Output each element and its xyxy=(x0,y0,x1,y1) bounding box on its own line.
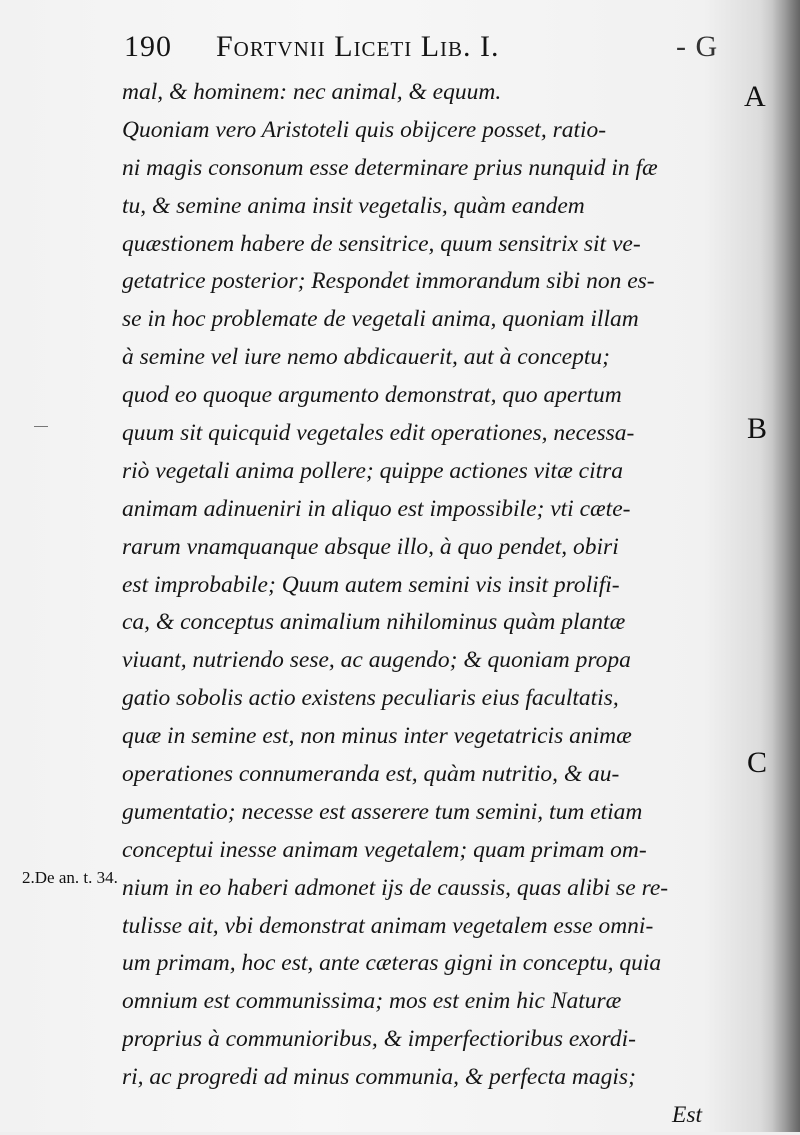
text-line: ca, & conceptus animalium nihilominus quàm plantæ xyxy=(122,609,626,636)
margin-tick xyxy=(34,426,48,427)
running-title: Fortvnii Liceti Lib. I. xyxy=(216,30,500,63)
text-line: proprius à communioribus, & imperfectioribus exordi- xyxy=(122,1026,636,1053)
text-line: à semine vel iure nemo abdicauerit, aut à conceptu; xyxy=(122,344,610,371)
page-number: 190 xyxy=(124,30,172,63)
text-line: se in hoc problemate de vegetali anima, quoniam illam xyxy=(122,306,639,333)
catchword: Est xyxy=(671,1102,702,1129)
text-line: nium in eo haberi admonet ijs de caussis, quas alibi se re- xyxy=(122,874,669,901)
text-line: quod eo quoque argumento demonstrat, quo apertum xyxy=(122,382,622,409)
text-line: viuant, nutriendo sese, ac augendo; & quoniam propa xyxy=(122,647,631,674)
section-marker-b: B xyxy=(747,412,768,445)
page-gutter-shadow xyxy=(772,0,800,1132)
text-line: um primam, hoc est, ante cæteras gigni in conceptu, quia xyxy=(122,950,662,977)
body-text xyxy=(122,74,742,1135)
text-line: mal, & hominem: nec animal, & equum. xyxy=(122,79,502,105)
page-header xyxy=(124,30,719,70)
text-line: rarum vnamquanque absque illo, à quo pendet, obiri xyxy=(122,533,619,560)
text-line: tu, & semine anima insit vegetalis, quàm eandem xyxy=(122,192,585,219)
section-marker-c: C xyxy=(747,746,768,779)
text-line: getatrice posterior; Respondet immorandum sibi non es- xyxy=(122,268,655,295)
bleed-through-mark: - G xyxy=(676,30,719,63)
section-marker-a: A xyxy=(744,80,766,113)
text-line: quum sit quicquid vegetales edit operationes, necessa- xyxy=(122,420,635,447)
text-line: conceptui inesse animam vegetalem; quam primam om- xyxy=(122,836,647,863)
text-line: operationes connumeranda est, quàm nutritio, & au- xyxy=(122,761,620,788)
text-line: ni magis consonum esse determinare prius nunquid in fæ xyxy=(122,154,658,181)
text-line: gatio sobolis actio existens peculiaris eius facultatis, xyxy=(122,685,619,712)
text-line: Quoniam vero Aristoteli quis obijcere posset, ratio- xyxy=(122,116,607,143)
text-line: ri, ac progredi ad minus communia, & perfecta magis; xyxy=(122,1064,636,1091)
text-line: animam adinueniri in aliquo est impossibile; vti cæte- xyxy=(122,495,631,522)
text-line: quæ in semine est, non minus inter vegetatricis animæ xyxy=(122,723,632,750)
marginal-citation: 2.De an. t. 34. xyxy=(22,868,118,887)
text-line: est improbabile; Quum autem semini vis insit prolifi- xyxy=(122,571,620,598)
text-line: quæstionem habere de sensitrice, quum sensitrix sit ve- xyxy=(122,230,641,257)
text-line: riò vegetali anima pollere; quippe actiones vitæ citra xyxy=(122,457,624,484)
text-line: gumentatio; necesse est asserere tum semini, tum etiam xyxy=(122,798,643,825)
text-line: tulisse ait, vbi demonstrat animam vegetalem esse omni- xyxy=(122,912,654,939)
text-line: omnium est communissima; mos est enim hic Naturæ xyxy=(122,988,622,1015)
